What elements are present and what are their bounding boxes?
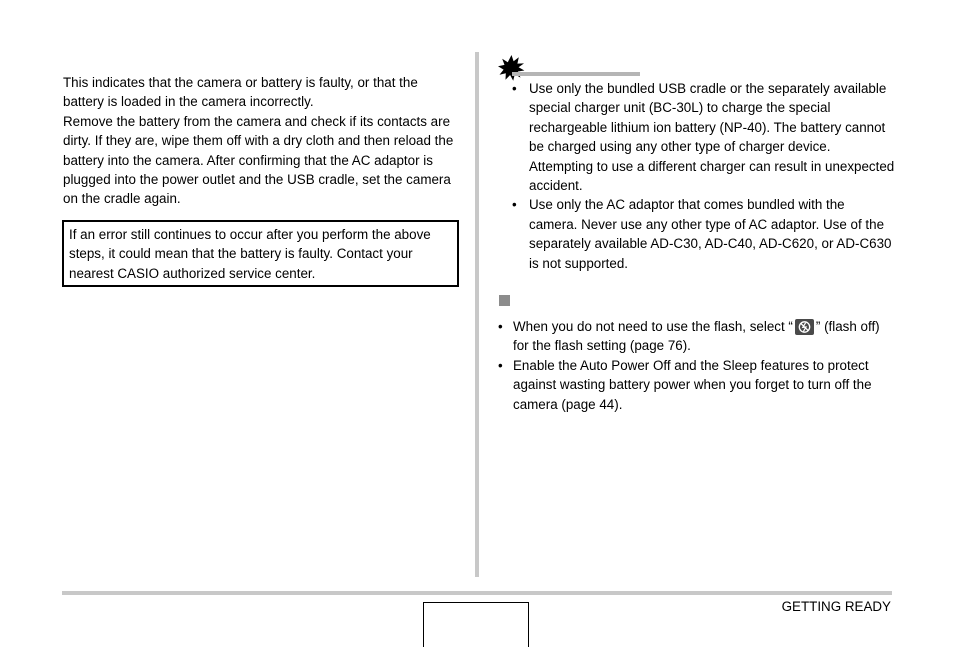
important-list — [512, 79, 896, 273]
bullet-icon: • — [498, 319, 503, 334]
tip-text-before: When you do not need to use the flash, select “ — [513, 319, 793, 334]
left-column — [63, 73, 459, 209]
important-starburst-icon — [498, 55, 525, 82]
remedy-instructions: Remove the battery from the camera and check if its contacts are dirty. If they are, wipe them off with a dry cloth and then reload the battery into the camera. After confirming that the AC adaptor is plugged into the power outlet and the USB cradle, set the camera on the cradle again. — [63, 113, 454, 207]
fault-description: This indicates that the camera or battery is faulty, or that the battery is loaded in the camera incorrectly. — [63, 75, 418, 110]
tips-list — [498, 317, 896, 414]
service-notice-text: If an error still continues to occur after you perform the above steps, it could mean that the battery is faulty. Contact your nearest CASIO authorized service center. — [69, 227, 431, 281]
service-notice-box — [62, 220, 459, 287]
important-item-text: Use only the AC adaptor that comes bundled with the camera. Never use any other type of AC adaptor. Use of the separately available AD-C30, AD-C40, AD-C620, or AD-C630 is not supported. — [529, 197, 892, 271]
section-name: GETTING READY — [781, 599, 891, 614]
bullet-icon: • — [498, 357, 503, 373]
tip-text: Enable the Auto Power Off and the Sleep features to protect against wasting battery power when you forget to turn off the camera (page 44). — [513, 357, 872, 412]
tip-item-power-save — [498, 356, 896, 414]
important-item-ac-adaptor — [512, 195, 896, 273]
page-number-box — [423, 602, 529, 647]
tip-text-after: ” (flash off) for the flash setting (page 76). — [513, 319, 880, 354]
footer-rule — [62, 591, 892, 595]
important-item-cradle — [512, 79, 896, 195]
flash-off-icon — [795, 319, 814, 335]
important-item-text: Use only the bundled USB cradle or the separately available special charger unit (BC-30L) to charge the special rechargeable lithium ion battery (NP-40). The battery cannot be charged using any other type of charger device. Attempting to use a different charger can result in unexpected accident. — [529, 81, 895, 194]
bullet-icon: • — [512, 197, 517, 213]
tip-item-flash — [498, 317, 896, 356]
column-divider — [475, 52, 479, 577]
bullet-icon: • — [512, 81, 517, 96]
square-marker-icon — [499, 295, 510, 306]
important-heading-rule — [512, 72, 640, 76]
